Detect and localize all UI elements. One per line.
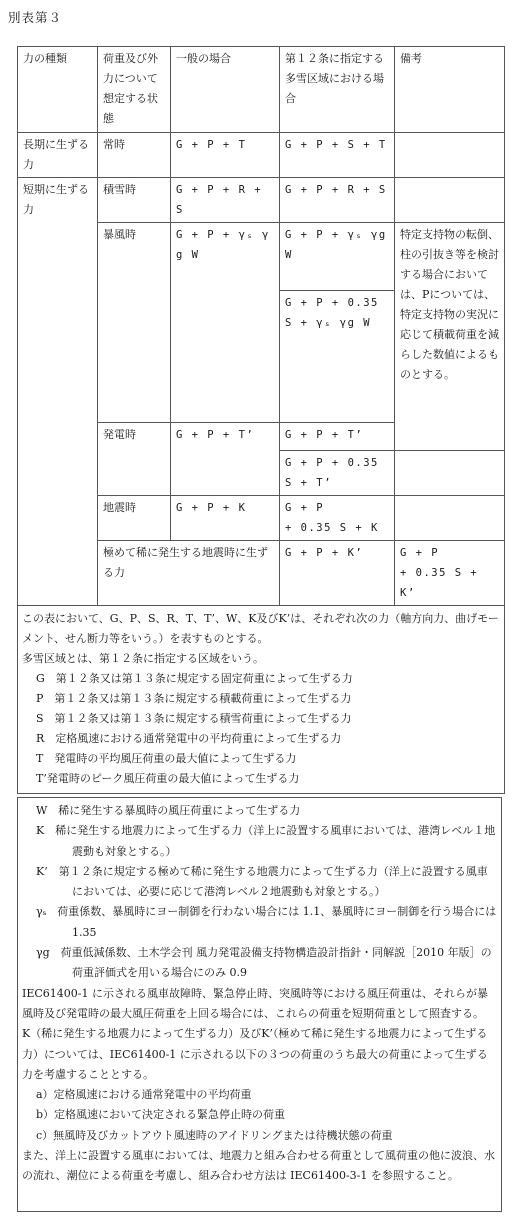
symbol-definition: R 定格風速における通常発電中の平均荷重によって生ずる力: [36, 732, 342, 745]
header-row: [18, 47, 505, 133]
earthquake-remarks: [395, 496, 505, 541]
notes-intro: この表において、G、P、S、R、T、T’、W、K及びK’は、それぞれ次の力（軸方向力、曲げモーメント、せん断力等をいう。）を表すものとする。: [22, 612, 499, 645]
generation-state: 発電時: [98, 423, 171, 496]
snowfall-state: 積雪時: [98, 178, 171, 223]
earthquake-snow: G + P + 0.35 S + K: [280, 496, 395, 541]
generation-snow-1: G + P + T’: [280, 423, 395, 451]
snowfall-general: G + P + R + S: [171, 178, 280, 223]
definition-gamma-s: γₛ 荷重係数、暴風時にヨー制御を行わない場合には 1.1、暴風時にヨー制御を行う場合には 1.35: [36, 905, 497, 939]
page-title: 別表第３: [8, 10, 63, 25]
earthquake-state: 地震時: [98, 496, 171, 541]
symbol-definition: S 第１２条又は第１３条に規定する積雪荷重によって生ずる力: [36, 712, 352, 725]
rare-general: G + P + K’: [280, 541, 395, 606]
paragraph-offshore: また、洋上に設置する風車においては、地震力と組み合わせる荷重として風荷重の他に波浪、水の流れ、潮位による荷重を考慮し、組み合わせ方法は IEC61400-3-1 を参照すること。: [22, 1149, 495, 1183]
continuation-notes: [17, 797, 502, 1212]
header-remarks: 備考: [395, 47, 505, 133]
table-row: [18, 178, 505, 223]
header-kind: 力の種類: [18, 47, 98, 133]
definition-k: K 稀に発生する地震力によって生ずる力（洋上に設置する風車においては、港湾レベル１地震動も対象とする。）: [36, 824, 496, 858]
paragraph-iec-loads: IEC61400-1 に示される風車故障時、緊急停止時、突風時等における風圧荷重は、それらが暴風時及び発電時の最大風圧荷重を上回る場合には、これらの荷重を短期荷重として照査する。: [22, 986, 488, 1020]
header-general: 一般の場合: [171, 47, 280, 133]
snowfall-snow: G + P + R + S: [280, 178, 395, 223]
snowfall-remarks: [395, 178, 505, 223]
header-snow: 第１２条に指定する多雪区域における場合: [280, 47, 395, 133]
definition-k-prime: K’ 第１２条に規定する極めて稀に発生する地震力によって生ずる力（洋上に設置する風車においては、必要に応じて港湾レベル２地震動も対象とする。）: [36, 864, 488, 899]
storm-state: 暴風時: [98, 223, 171, 423]
list-item: a）定格風速における通常発電中の平均荷重: [36, 1088, 252, 1102]
notes-row: [18, 606, 505, 794]
generation-snow-2: G + P + 0.35 S + T’: [280, 451, 395, 496]
rare-snow: G + P + 0.35 S + K’: [395, 541, 505, 606]
long-term-state: 常時: [98, 133, 171, 178]
long-term-remarks: [395, 133, 505, 178]
storm-general: G + P + γₛ γg W: [171, 223, 280, 423]
definition-gamma-g: γg 荷重低減係数、土木学会刊 風力発電設備支持物構造設計指針・同解説［2010 年版］の荷重評価式を用いる場合にのみ 0.9: [36, 946, 492, 980]
load-table: [17, 46, 505, 794]
rare-label: 極めて稀に発生する地震時に生ずる力: [98, 541, 280, 606]
paragraph-seismic: K（稀に発生する地震力によって生ずる力）及びK’（極めて稀に発生する地震力によって生ずる力）については、IEC61400-1 に示される以下の３つの荷重のうち最大の荷重によって生ずる力を考慮することとする。: [22, 1027, 488, 1081]
list-item: b）定格風速において決定される緊急停止時の荷重: [36, 1108, 286, 1122]
symbol-definition: G 第１２条又は第１３条に規定する固定荷重によって生ずる力: [36, 672, 353, 685]
short-term-label: 短期に生ずる力: [18, 178, 98, 606]
generation-general: G + P + T’: [171, 423, 280, 496]
list-item: c）無風時及びカットアウト風速時のアイドリングまたは待機状態の荷重: [36, 1128, 393, 1142]
generation-remarks: [395, 451, 505, 496]
long-term-general: G + P + T: [171, 133, 280, 178]
long-term-label: 長期に生ずる力: [18, 133, 98, 178]
long-term-snow: G + P + S + T: [280, 133, 395, 178]
earthquake-general: G + P + K: [171, 496, 280, 541]
notes-snow-definition: 多雪区域とは、第１２条に指定する区域をいう。: [22, 652, 264, 665]
storm-snow-1: G + P + γₛ γg W: [280, 223, 395, 291]
symbol-definition: T 発電時の平均風圧荷重の最大値によって生ずる力: [36, 752, 297, 765]
symbol-definition: P 第１２条又は第１３条に規定する積載荷重によって生ずる力: [36, 692, 352, 705]
definition-w: W 稀に発生する暴風時の風圧荷重によって生ずる力: [36, 804, 301, 817]
storm-remarks: 特定支持物の転倒、柱の引抜き等を検討する場合においては、Pについては、特定支持物の実況に応じて積載荷重を減らした数値によるものとする。: [395, 223, 505, 451]
table-notes: [18, 606, 505, 794]
header-state: 荷重及び外力について想定する状態: [98, 47, 171, 133]
table-row: [18, 133, 505, 178]
symbol-definition: T’発電時のピーク風圧荷重の最大値によって生ずる力: [36, 772, 300, 785]
storm-snow-2: G + P + 0.35 S + γₛ γg W: [280, 291, 395, 423]
